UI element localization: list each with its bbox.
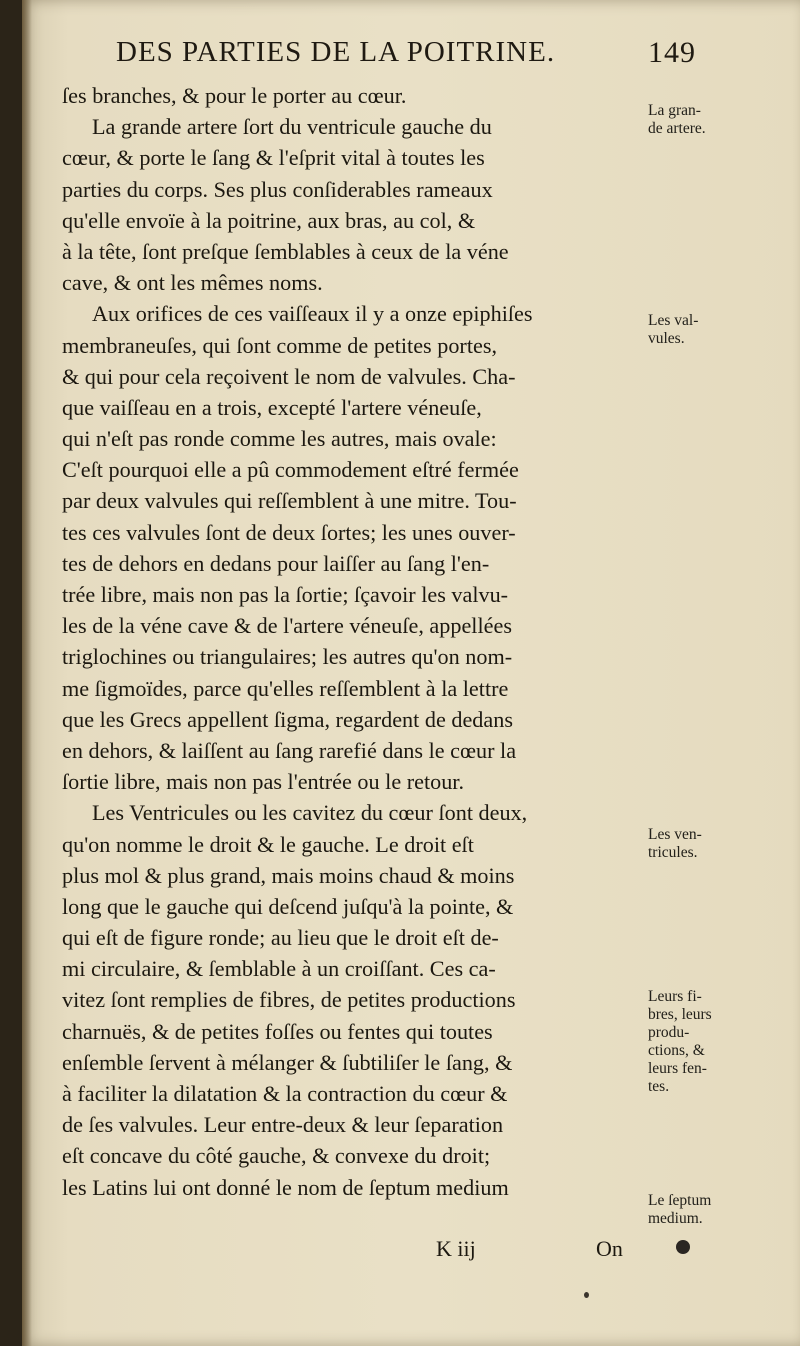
text-line: mi circulaire, & ſemblable à un croiſſant. Ces ca- (62, 956, 496, 982)
page-number: 149 (648, 36, 696, 69)
book-page (22, 0, 800, 1346)
text-line: à faciliter la dilatation & la contraction du cœur & (62, 1081, 508, 1106)
text-line: cœur, & porte le ſang & l'eſprit vital à toutes les (62, 145, 485, 171)
margin-note: ctions, & (648, 1042, 705, 1059)
text-line: à la tête, ſont preſque ſemblables à ceux de la véne (62, 238, 509, 264)
running-head-title: DES PARTIES DE LA POITRINE. (116, 36, 556, 68)
signature-mark: K iij (436, 1236, 476, 1261)
ink-blot (676, 1240, 690, 1254)
text-line: tes ces valvules ſont de deux ſortes; les unes ouver- (62, 519, 516, 545)
text-line: les Latins lui ont donné le nom de ſeptum medium (62, 1174, 509, 1200)
text-line: qui n'eſt pas ronde comme les autres, mais ovale: (62, 426, 497, 452)
margin-note: Les val- (648, 312, 699, 329)
margin-note: Le ſeptum (648, 1192, 712, 1209)
text-line: Les Ventricules ou les cavitez du cœur ſont deux, (92, 800, 528, 826)
text-line: membraneuſes, qui ſont comme de petites portes, (62, 332, 498, 358)
ink-speck (584, 1292, 589, 1298)
text-line: & qui pour cela reçoivent le nom de valvules. Cha- (62, 363, 516, 389)
text-line: long que le gauche qui deſcend juſqu'à la pointe, & (62, 893, 514, 919)
text-line: vitez ſont remplies de fibres, de petites productions (62, 987, 516, 1013)
text-line: Aux orifices de ces vaiſſeaux il y a onze epiphiſes (92, 301, 533, 327)
page-gutter-shadow (22, 0, 32, 1346)
text-line: La grande artere ſort du ventricule gauche du (92, 114, 492, 140)
running-head (116, 36, 696, 76)
text-line: de ſes valvules. Leur entre-deux & leur ſeparation (62, 1112, 504, 1138)
text-line: que les Grecs appellent ſigma, regardent de dedans (62, 706, 513, 732)
text-line: enſemble ſervent à mélanger & ſubtiliſer le ſang, & (62, 1049, 513, 1075)
margin-note: bres, leurs (648, 1006, 712, 1023)
text-line: par deux valvules qui reſſemblent à une mitre. Tou- (62, 488, 517, 514)
margin-note: tricules. (648, 844, 698, 861)
text-line: tes de dehors en dedans pour laiſſer au ſang l'en- (62, 550, 490, 576)
text-line: qu'elle envoïe à la poitrine, aux bras, au col, & (62, 207, 476, 233)
margin-note: de artere. (648, 120, 706, 137)
text-line: en dehors, & laiſſent au ſang rarefié dans le cœur la (62, 737, 517, 763)
text-line: parties du corps. Ses plus conſiderables rameaux (62, 176, 493, 202)
margin-note: Les ven- (648, 826, 702, 843)
margin-note: medium. (648, 1210, 703, 1227)
text-line: eſt concave du côté gauche, & convexe du droit; (62, 1143, 491, 1169)
text-line: charnuës, & de petites foſſes ou fentes qui toutes (62, 1018, 493, 1044)
text-line: cave, & ont les mêmes noms. (62, 270, 323, 296)
text-line: ſortie libre, mais non pas l'entrée ou le retour. (62, 769, 465, 795)
margin-note: Leurs fi- (648, 988, 702, 1005)
body-text (62, 80, 662, 1203)
text-line: qu'on nomme le droit & le gauche. Le droit eſt (62, 831, 474, 857)
text-line: triglochines ou triangulaires; les autres qu'on nom- (62, 644, 513, 670)
margin-note: tes. (648, 1078, 670, 1095)
text-line: plus mol & plus grand, mais moins chaud & moins (62, 862, 515, 888)
margin-note: leurs fen- (648, 1060, 707, 1077)
margin-note: produ- (648, 1024, 690, 1041)
text-line: me ſigmoïdes, parce qu'elles reſſemblent à la lettre (62, 675, 509, 701)
text-line: les de la véne cave & de l'artere véneuſe, appellées (62, 613, 512, 639)
margin-note: La gran- (648, 102, 701, 119)
text-line: que vaiſſeau en a trois, excepté l'artere véneuſe, (62, 394, 482, 420)
margin-note: vules. (648, 330, 685, 347)
text-line: qui eſt de figure ronde; au lieu que le droit eſt de- (62, 925, 499, 951)
text-line: C'eſt pourquoi elle a pû commodement eſtré fermée (62, 457, 519, 483)
text-line: ſes branches, & pour le porter au cœur. (62, 83, 407, 108)
catchword: On (596, 1236, 623, 1261)
text-line: trée libre, mais non pas la ſortie; ſçavoir les valvu- (62, 582, 509, 607)
